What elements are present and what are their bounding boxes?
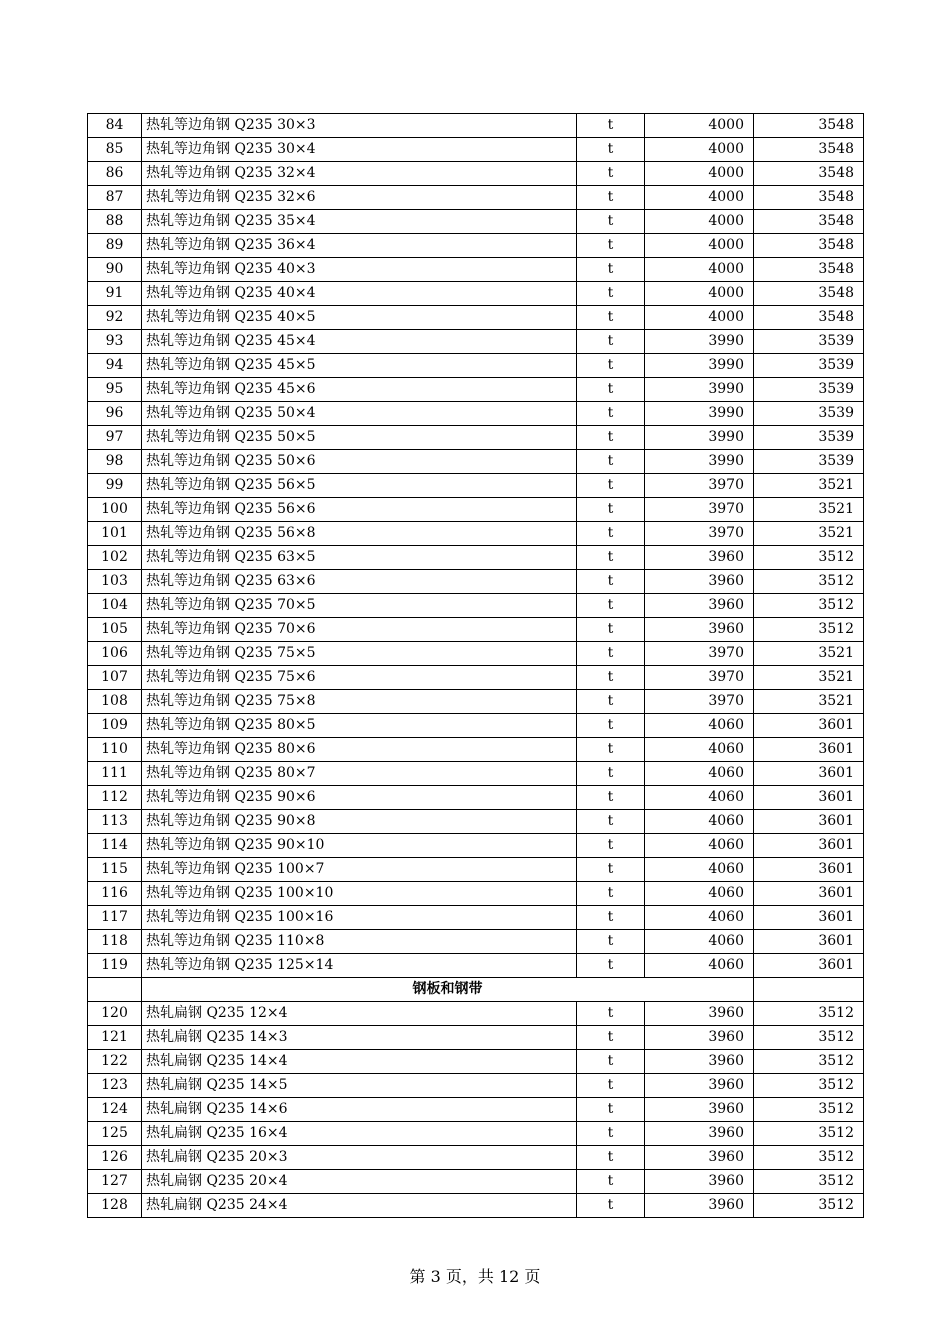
item-name-cell: 热轧等边角钢 Q235 36×4 — [142, 234, 577, 258]
unit-cell: t — [577, 138, 645, 162]
table-row — [88, 402, 864, 426]
item-name-cell: 热轧等边角钢 Q235 70×5 — [142, 594, 577, 618]
item-number-cell: 87 — [88, 186, 142, 210]
price-excl-tax-cell: 3512 — [754, 1026, 864, 1050]
price-cell: 3990 — [645, 378, 754, 402]
table-row — [88, 354, 864, 378]
price-excl-tax-cell: 3601 — [754, 810, 864, 834]
price-excl-tax-cell: 3512 — [754, 570, 864, 594]
table-row — [88, 1194, 864, 1218]
price-excl-tax-cell: 3512 — [754, 1002, 864, 1026]
item-name-cell: 热轧扁钢 Q235 24×4 — [142, 1194, 577, 1218]
unit-cell: t — [577, 234, 645, 258]
item-name-cell: 热轧等边角钢 Q235 80×7 — [142, 762, 577, 786]
unit-cell: t — [577, 834, 645, 858]
item-name-cell: 热轧等边角钢 Q235 32×4 — [142, 162, 577, 186]
item-name-cell: 热轧扁钢 Q235 20×3 — [142, 1146, 577, 1170]
item-number-cell: 92 — [88, 306, 142, 330]
price-excl-tax-cell: 3601 — [754, 762, 864, 786]
unit-cell: t — [577, 306, 645, 330]
item-name-cell: 热轧等边角钢 Q235 90×6 — [142, 786, 577, 810]
item-name-cell: 热轧等边角钢 Q235 110×8 — [142, 930, 577, 954]
unit-cell: t — [577, 474, 645, 498]
unit-cell: t — [577, 282, 645, 306]
table-row — [88, 1122, 864, 1146]
table-row — [88, 1098, 864, 1122]
price-cell: 4060 — [645, 714, 754, 738]
item-name-cell: 热轧等边角钢 Q235 45×6 — [142, 378, 577, 402]
price-cell: 3960 — [645, 546, 754, 570]
unit-cell: t — [577, 1122, 645, 1146]
unit-cell: t — [577, 258, 645, 282]
item-number-cell: 90 — [88, 258, 142, 282]
unit-cell: t — [577, 594, 645, 618]
table-row — [88, 306, 864, 330]
unit-cell: t — [577, 1194, 645, 1218]
table-row — [88, 474, 864, 498]
unit-cell: t — [577, 714, 645, 738]
unit-cell: t — [577, 666, 645, 690]
price-cell: 3960 — [645, 1194, 754, 1218]
item-number-cell: 97 — [88, 426, 142, 450]
item-number-cell: 103 — [88, 570, 142, 594]
item-name-cell: 热轧等边角钢 Q235 50×6 — [142, 450, 577, 474]
price-cell: 3970 — [645, 642, 754, 666]
unit-cell: t — [577, 882, 645, 906]
price-cell: 4060 — [645, 786, 754, 810]
section-title: 钢板和钢带 — [142, 978, 754, 1002]
unit-cell: t — [577, 954, 645, 978]
price-excl-tax-cell: 3512 — [754, 1074, 864, 1098]
page-footer: 第 3 页，共 12 页 — [409, 1267, 541, 1286]
table-row — [88, 330, 864, 354]
price-excl-tax-cell: 3601 — [754, 834, 864, 858]
item-number-cell: 107 — [88, 666, 142, 690]
section-empty-cell — [754, 978, 864, 1002]
price-table-body — [88, 114, 864, 1218]
price-excl-tax-cell: 3548 — [754, 138, 864, 162]
item-name-cell: 热轧等边角钢 Q235 100×16 — [142, 906, 577, 930]
price-excl-tax-cell: 3548 — [754, 186, 864, 210]
unit-cell: t — [577, 762, 645, 786]
item-name-cell: 热轧扁钢 Q235 14×5 — [142, 1074, 577, 1098]
item-number-cell: 106 — [88, 642, 142, 666]
unit-cell: t — [577, 450, 645, 474]
price-cell: 4060 — [645, 906, 754, 930]
item-name-cell: 热轧等边角钢 Q235 45×4 — [142, 330, 577, 354]
item-name-cell: 热轧扁钢 Q235 16×4 — [142, 1122, 577, 1146]
item-name-cell: 热轧等边角钢 Q235 32×6 — [142, 186, 577, 210]
unit-cell: t — [577, 858, 645, 882]
price-excl-tax-cell: 3512 — [754, 1146, 864, 1170]
price-excl-tax-cell: 3512 — [754, 1098, 864, 1122]
table-row — [88, 522, 864, 546]
price-excl-tax-cell: 3539 — [754, 402, 864, 426]
item-number-cell: 89 — [88, 234, 142, 258]
item-name-cell: 热轧等边角钢 Q235 30×3 — [142, 114, 577, 138]
price-excl-tax-cell: 3521 — [754, 642, 864, 666]
item-name-cell: 热轧等边角钢 Q235 90×8 — [142, 810, 577, 834]
price-cell: 3960 — [645, 1170, 754, 1194]
item-number-cell: 112 — [88, 786, 142, 810]
price-cell: 4000 — [645, 306, 754, 330]
item-name-cell: 热轧等边角钢 Q235 100×10 — [142, 882, 577, 906]
price-table — [87, 113, 864, 1218]
item-name-cell: 热轧等边角钢 Q235 40×5 — [142, 306, 577, 330]
price-cell: 3970 — [645, 474, 754, 498]
table-row — [88, 1050, 864, 1074]
price-cell: 3960 — [645, 1074, 754, 1098]
price-cell: 3990 — [645, 450, 754, 474]
item-name-cell: 热轧等边角钢 Q235 56×5 — [142, 474, 577, 498]
price-excl-tax-cell: 3512 — [754, 1050, 864, 1074]
table-row — [88, 1002, 864, 1026]
price-excl-tax-cell: 3521 — [754, 522, 864, 546]
item-name-cell: 热轧等边角钢 Q235 40×4 — [142, 282, 577, 306]
unit-cell: t — [577, 786, 645, 810]
item-number-cell: 120 — [88, 1002, 142, 1026]
unit-cell: t — [577, 186, 645, 210]
item-number-cell: 124 — [88, 1098, 142, 1122]
item-name-cell: 热轧等边角钢 Q235 63×5 — [142, 546, 577, 570]
price-cell: 4000 — [645, 186, 754, 210]
price-excl-tax-cell: 3512 — [754, 546, 864, 570]
price-cell: 4060 — [645, 762, 754, 786]
item-number-cell: 86 — [88, 162, 142, 186]
price-excl-tax-cell: 3512 — [754, 594, 864, 618]
item-name-cell: 热轧等边角钢 Q235 75×6 — [142, 666, 577, 690]
table-row — [88, 186, 864, 210]
item-number-cell: 114 — [88, 834, 142, 858]
price-cell: 3990 — [645, 402, 754, 426]
price-cell: 3960 — [645, 1146, 754, 1170]
table-row — [88, 546, 864, 570]
table-row — [88, 138, 864, 162]
price-excl-tax-cell: 3601 — [754, 906, 864, 930]
price-cell: 4060 — [645, 954, 754, 978]
item-number-cell: 116 — [88, 882, 142, 906]
item-number-cell: 118 — [88, 930, 142, 954]
price-excl-tax-cell: 3548 — [754, 210, 864, 234]
table-row — [88, 714, 864, 738]
unit-cell: t — [577, 330, 645, 354]
price-cell: 4060 — [645, 858, 754, 882]
price-cell: 4000 — [645, 282, 754, 306]
unit-cell: t — [577, 1026, 645, 1050]
table-row — [88, 954, 864, 978]
unit-cell: t — [577, 1098, 645, 1122]
price-excl-tax-cell: 3512 — [754, 1194, 864, 1218]
table-row — [88, 642, 864, 666]
item-name-cell: 热轧等边角钢 Q235 50×4 — [142, 402, 577, 426]
price-cell: 3960 — [645, 1122, 754, 1146]
price-cell: 3960 — [645, 1050, 754, 1074]
table-row — [88, 498, 864, 522]
item-name-cell: 热轧等边角钢 Q235 90×10 — [142, 834, 577, 858]
price-cell: 4060 — [645, 882, 754, 906]
item-number-cell: 108 — [88, 690, 142, 714]
unit-cell: t — [577, 114, 645, 138]
price-excl-tax-cell: 3548 — [754, 258, 864, 282]
item-name-cell: 热轧等边角钢 Q235 75×8 — [142, 690, 577, 714]
table-row — [88, 1026, 864, 1050]
table-row — [88, 690, 864, 714]
unit-cell: t — [577, 1170, 645, 1194]
table-row — [88, 930, 864, 954]
unit-cell: t — [577, 570, 645, 594]
table-row — [88, 834, 864, 858]
table-row — [88, 882, 864, 906]
table-row — [88, 738, 864, 762]
item-name-cell: 热轧扁钢 Q235 14×3 — [142, 1026, 577, 1050]
item-name-cell: 热轧等边角钢 Q235 40×3 — [142, 258, 577, 282]
price-cell: 4000 — [645, 258, 754, 282]
item-number-cell: 117 — [88, 906, 142, 930]
item-number-cell: 127 — [88, 1170, 142, 1194]
price-cell: 3990 — [645, 426, 754, 450]
item-number-cell: 123 — [88, 1074, 142, 1098]
item-name-cell: 热轧等边角钢 Q235 63×6 — [142, 570, 577, 594]
item-number-cell: 121 — [88, 1026, 142, 1050]
price-excl-tax-cell: 3548 — [754, 282, 864, 306]
unit-cell: t — [577, 906, 645, 930]
item-name-cell: 热轧等边角钢 Q235 56×8 — [142, 522, 577, 546]
unit-cell: t — [577, 810, 645, 834]
price-excl-tax-cell: 3601 — [754, 786, 864, 810]
price-excl-tax-cell: 3548 — [754, 114, 864, 138]
table-row — [88, 114, 864, 138]
item-number-cell: 119 — [88, 954, 142, 978]
item-number-cell: 110 — [88, 738, 142, 762]
item-name-cell: 热轧等边角钢 Q235 70×6 — [142, 618, 577, 642]
item-number-cell: 126 — [88, 1146, 142, 1170]
price-excl-tax-cell: 3512 — [754, 1122, 864, 1146]
unit-cell: t — [577, 378, 645, 402]
price-excl-tax-cell: 3539 — [754, 330, 864, 354]
unit-cell: t — [577, 618, 645, 642]
price-excl-tax-cell: 3548 — [754, 162, 864, 186]
unit-cell: t — [577, 402, 645, 426]
price-cell: 3970 — [645, 666, 754, 690]
price-cell: 3970 — [645, 498, 754, 522]
price-excl-tax-cell: 3601 — [754, 738, 864, 762]
item-number-cell: 84 — [88, 114, 142, 138]
price-cell: 3970 — [645, 690, 754, 714]
item-name-cell: 热轧等边角钢 Q235 45×5 — [142, 354, 577, 378]
price-excl-tax-cell: 3539 — [754, 378, 864, 402]
item-number-cell: 122 — [88, 1050, 142, 1074]
table-row — [88, 426, 864, 450]
table-row — [88, 858, 864, 882]
unit-cell: t — [577, 1002, 645, 1026]
price-cell: 4000 — [645, 234, 754, 258]
price-excl-tax-cell: 3521 — [754, 690, 864, 714]
price-excl-tax-cell: 3521 — [754, 498, 864, 522]
price-excl-tax-cell: 3601 — [754, 930, 864, 954]
price-cell: 4060 — [645, 834, 754, 858]
table-row — [88, 594, 864, 618]
item-number-cell: 101 — [88, 522, 142, 546]
unit-cell: t — [577, 1146, 645, 1170]
item-number-cell: 105 — [88, 618, 142, 642]
price-cell: 3970 — [645, 522, 754, 546]
table-row — [88, 210, 864, 234]
item-name-cell: 热轧等边角钢 Q235 35×4 — [142, 210, 577, 234]
item-number-cell: 111 — [88, 762, 142, 786]
item-number-cell: 100 — [88, 498, 142, 522]
price-cell: 3960 — [645, 594, 754, 618]
price-excl-tax-cell: 3601 — [754, 882, 864, 906]
item-name-cell: 热轧等边角钢 Q235 50×5 — [142, 426, 577, 450]
price-cell: 3960 — [645, 618, 754, 642]
price-cell: 4000 — [645, 138, 754, 162]
price-cell: 3960 — [645, 1002, 754, 1026]
table-row — [88, 1146, 864, 1170]
item-name-cell: 热轧等边角钢 Q235 30×4 — [142, 138, 577, 162]
item-number-cell: 93 — [88, 330, 142, 354]
unit-cell: t — [577, 930, 645, 954]
item-number-cell: 109 — [88, 714, 142, 738]
price-excl-tax-cell: 3548 — [754, 306, 864, 330]
table-row — [88, 786, 864, 810]
section-row — [88, 978, 864, 1002]
item-number-cell: 91 — [88, 282, 142, 306]
price-cell: 4000 — [645, 210, 754, 234]
item-name-cell: 热轧扁钢 Q235 20×4 — [142, 1170, 577, 1194]
table-row — [88, 234, 864, 258]
price-cell: 3960 — [645, 1026, 754, 1050]
item-number-cell: 115 — [88, 858, 142, 882]
item-number-cell: 94 — [88, 354, 142, 378]
table-row — [88, 666, 864, 690]
section-no-cell — [88, 978, 142, 1002]
table-row — [88, 450, 864, 474]
item-name-cell: 热轧扁钢 Q235 14×4 — [142, 1050, 577, 1074]
item-name-cell: 热轧扁钢 Q235 14×6 — [142, 1098, 577, 1122]
price-cell: 3960 — [645, 570, 754, 594]
price-excl-tax-cell: 3512 — [754, 1170, 864, 1194]
table-row — [88, 1170, 864, 1194]
item-number-cell: 99 — [88, 474, 142, 498]
unit-cell: t — [577, 546, 645, 570]
price-excl-tax-cell: 3601 — [754, 858, 864, 882]
table-row — [88, 570, 864, 594]
unit-cell: t — [577, 690, 645, 714]
price-cell: 4000 — [645, 162, 754, 186]
item-number-cell: 128 — [88, 1194, 142, 1218]
item-name-cell: 热轧等边角钢 Q235 56×6 — [142, 498, 577, 522]
unit-cell: t — [577, 210, 645, 234]
price-cell: 3990 — [645, 354, 754, 378]
price-cell: 3960 — [645, 1098, 754, 1122]
price-cell: 4060 — [645, 738, 754, 762]
table-row — [88, 810, 864, 834]
price-excl-tax-cell: 3539 — [754, 450, 864, 474]
table-row — [88, 378, 864, 402]
item-name-cell: 热轧等边角钢 Q235 100×7 — [142, 858, 577, 882]
price-excl-tax-cell: 3521 — [754, 666, 864, 690]
price-cell: 4060 — [645, 930, 754, 954]
table-row — [88, 762, 864, 786]
unit-cell: t — [577, 426, 645, 450]
table-row — [88, 282, 864, 306]
unit-cell: t — [577, 162, 645, 186]
unit-cell: t — [577, 738, 645, 762]
item-name-cell: 热轧等边角钢 Q235 125×14 — [142, 954, 577, 978]
item-number-cell: 95 — [88, 378, 142, 402]
table-row — [88, 618, 864, 642]
price-cell: 3990 — [645, 330, 754, 354]
price-excl-tax-cell: 3539 — [754, 426, 864, 450]
price-cell: 4060 — [645, 810, 754, 834]
table-row — [88, 162, 864, 186]
table-row — [88, 906, 864, 930]
table-row — [88, 258, 864, 282]
unit-cell: t — [577, 354, 645, 378]
price-excl-tax-cell: 3539 — [754, 354, 864, 378]
item-name-cell: 热轧等边角钢 Q235 80×6 — [142, 738, 577, 762]
item-number-cell: 98 — [88, 450, 142, 474]
unit-cell: t — [577, 1050, 645, 1074]
item-number-cell: 104 — [88, 594, 142, 618]
price-excl-tax-cell: 3512 — [754, 618, 864, 642]
item-number-cell: 85 — [88, 138, 142, 162]
price-excl-tax-cell: 3601 — [754, 954, 864, 978]
unit-cell: t — [577, 522, 645, 546]
price-excl-tax-cell: 3601 — [754, 714, 864, 738]
item-number-cell: 88 — [88, 210, 142, 234]
item-name-cell: 热轧等边角钢 Q235 80×5 — [142, 714, 577, 738]
price-cell: 4000 — [645, 114, 754, 138]
item-number-cell: 96 — [88, 402, 142, 426]
item-number-cell: 113 — [88, 810, 142, 834]
price-excl-tax-cell: 3521 — [754, 474, 864, 498]
item-number-cell: 125 — [88, 1122, 142, 1146]
item-name-cell: 热轧等边角钢 Q235 75×5 — [142, 642, 577, 666]
table-row — [88, 1074, 864, 1098]
item-number-cell: 102 — [88, 546, 142, 570]
unit-cell: t — [577, 642, 645, 666]
unit-cell: t — [577, 1074, 645, 1098]
item-name-cell: 热轧扁钢 Q235 12×4 — [142, 1002, 577, 1026]
unit-cell: t — [577, 498, 645, 522]
price-excl-tax-cell: 3548 — [754, 234, 864, 258]
